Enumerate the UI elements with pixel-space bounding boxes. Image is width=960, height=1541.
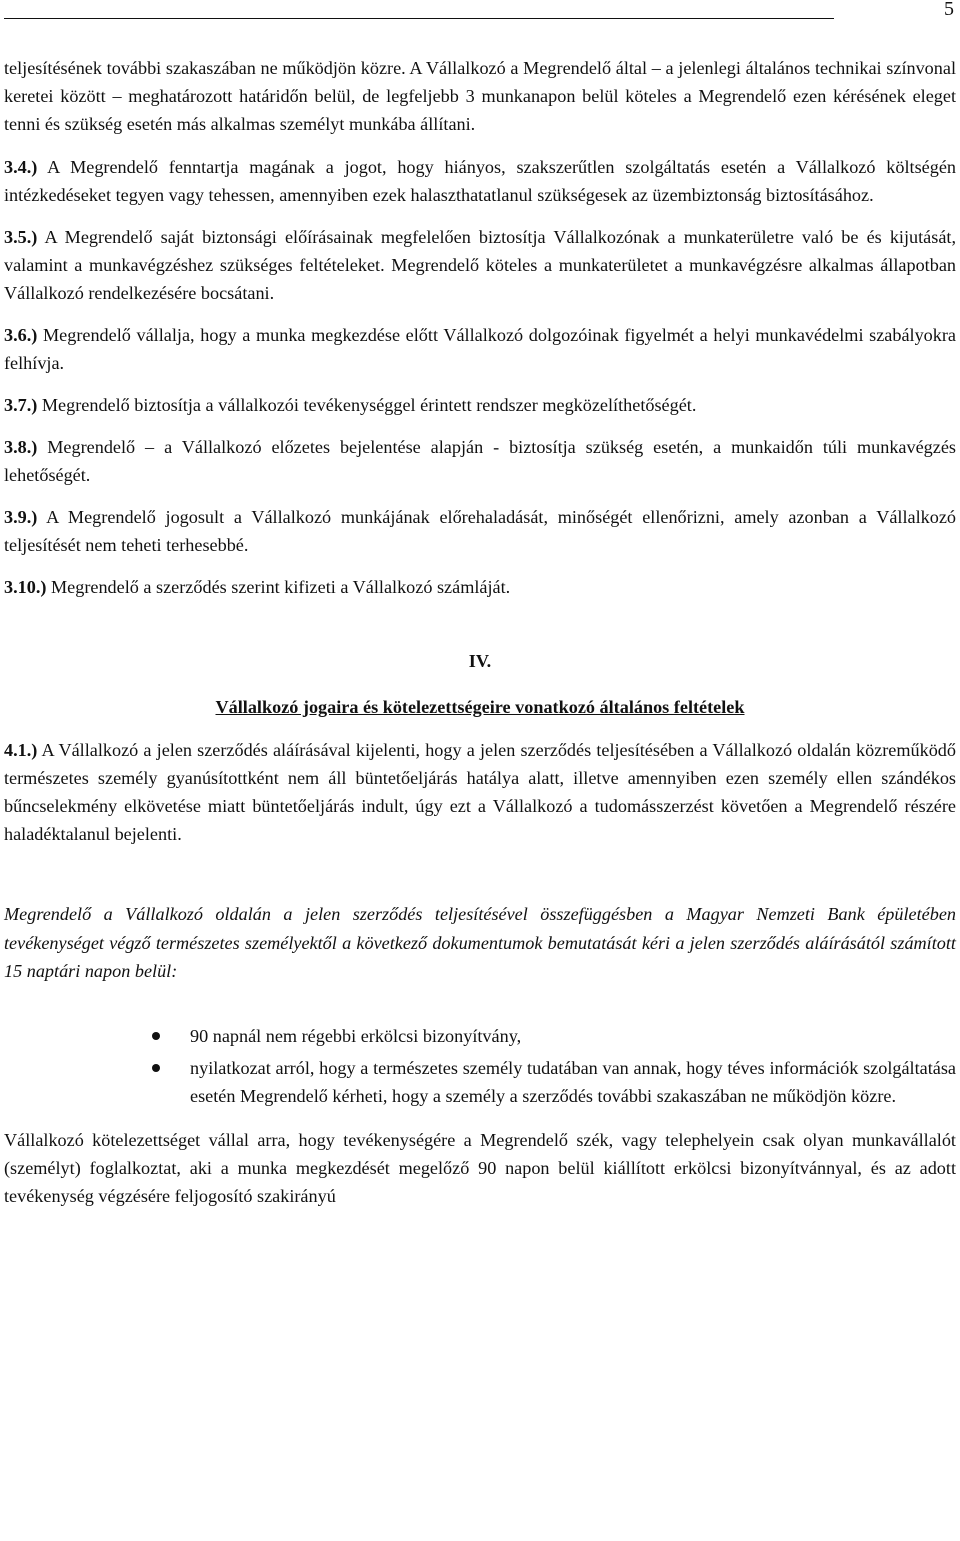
clause-number: 3.10.) — [4, 577, 47, 597]
clause-text: A Vállalkozó a jelen szerződés aláírásával kijelenti, hogy a jelen szerződés teljesítésében a Vállalkozó oldalán közreműködő természetes személy gyanúsítottként nem áll büntetőeljárás hatálya alatt, illetve amennyiben ezen személy ellen szándékos bűncselekmény elkövetése miatt büntetőeljárás indult, úgy ezt a Vállalkozó a tudomásszerzést követően a Megrendelő részére haladéktalanul bejelenti. — [4, 740, 956, 844]
clause-text: Megrendelő biztosítja a vállalkozói tevékenységgel érintett rendszer megközelíthetőségét. — [37, 395, 697, 415]
clause-text: Megrendelő vállalja, hogy a munka megkezdése előtt Vállalkozó dolgozóinak figyelmét a helyi munkavédelmi szabályokra felhívja. — [4, 325, 956, 373]
header-rule — [4, 18, 834, 19]
clause-3-5 — [4, 223, 956, 307]
clause-number: 3.7.) — [4, 395, 38, 415]
clause-3-7 — [4, 391, 956, 419]
section-number: IV. — [468, 651, 492, 671]
clause-3-10 — [4, 573, 956, 601]
clause-3-6 — [4, 321, 956, 377]
clause-3-8 — [4, 433, 956, 489]
clause-4-1 — [4, 736, 956, 848]
list-item — [4, 1022, 956, 1050]
intro-paragraph: teljesítésének további szakaszában ne működjön közre. A Vállalkozó a Megrendelő által – a jelenlegi általános technikai színvonal keretei között – meghatározott határidőn belül, de legfeljebb 3 munkanapon belül köteles a Megrendelő ezen kérésének eleget tenni és szükség esetén más alkalmas személyt munkába állítani. — [4, 58, 956, 134]
clause-number: 3.6.) — [4, 325, 38, 345]
page-number: 5 — [944, 0, 954, 20]
clause-number: 3.4.) — [4, 157, 38, 177]
list-item — [4, 1054, 956, 1110]
clause-3-9 — [4, 503, 956, 559]
final-paragraph: Vállalkozó kötelezettséget vállal arra, hogy tevékenységére a Megrendelő szék, vagy telephelyein csak olyan munkavállalót (személyt) foglalkoztat, aki a munka megkezdését megelőző 90 napon belül kiállított erkölcsi bizonyítvánnyal, és az adott tevékenység végzésére feljogosító szakirányú — [4, 1129, 956, 1206]
clause-number: 4.1.) — [4, 740, 38, 760]
document-body — [4, 54, 956, 1210]
clause-text: A Megrendelő fenntartja magának a jogot, hogy hiányos, szakszerűtlen szolgáltatás esetén a Vállalkozó költségén intézkedéseket tegyen vagy tehessen, amennyiben ezek halaszthatatlanul szükségesek az üzembiztonság biztosításához. — [4, 157, 956, 205]
clause-text: A Megrendelő jogosult a Vállalkozó munkájának előrehaladását, minőségét ellenőrizni, amely azonban a Vállalkozó teljesítését nem teheti terhesebbé. — [4, 507, 956, 555]
italic-paragraph: Megrendelő a Vállalkozó oldalán a jelen szerződés teljesítésével összefüggésben a Magyar Nemzeti Bank épületében tevékenységet végző természetes személyektől a következő dokumentumok bemutatását kéri a jelen szerződés aláírásától számított 15 naptári napon belül: — [4, 904, 956, 981]
bullet-icon — [152, 1032, 160, 1040]
clause-3-4 — [4, 153, 956, 209]
list-item-text: 90 napnál nem régebbi erkölcsi bizonyítvány, — [190, 1025, 522, 1046]
document-list — [4, 1022, 956, 1110]
section-title: Vállalkozó jogaira és kötelezettségeire vonatkozó általános feltételek — [215, 697, 745, 717]
clause-text: Megrendelő – a Vállalkozó előzetes bejelentése alapján - biztosítja szükség esetén, a munkaidőn túli munkavégzés lehetőségét. — [4, 437, 956, 485]
clause-text: A Megrendelő saját biztonsági előírásainak megfelelően biztosítja Vállalkozónak a munkaterületre való be és kijutását, valamint a munkavégzéshez szükséges feltételeket. Megrendelő köteles a munkaterületet a munkavégzésre alkalmas állapotban Vállalkozó rendelkezésére bocsátani. — [4, 227, 956, 303]
bullet-icon — [152, 1064, 160, 1072]
clause-text: Megrendelő a szerződés szerint kifizeti a Vállalkozó számláját. — [46, 577, 511, 597]
list-item-text: nyilatkozat arról, hogy a természetes személy tudatában van annak, hogy téves információk szolgáltatása esetén Megrendelő kérheti, hogy a személy a szerződés további szakaszában ne működjön közre. — [190, 1057, 956, 1106]
clause-number: 3.8.) — [4, 437, 38, 457]
clause-number: 3.5.) — [4, 227, 38, 247]
clause-number: 3.9.) — [4, 507, 38, 527]
